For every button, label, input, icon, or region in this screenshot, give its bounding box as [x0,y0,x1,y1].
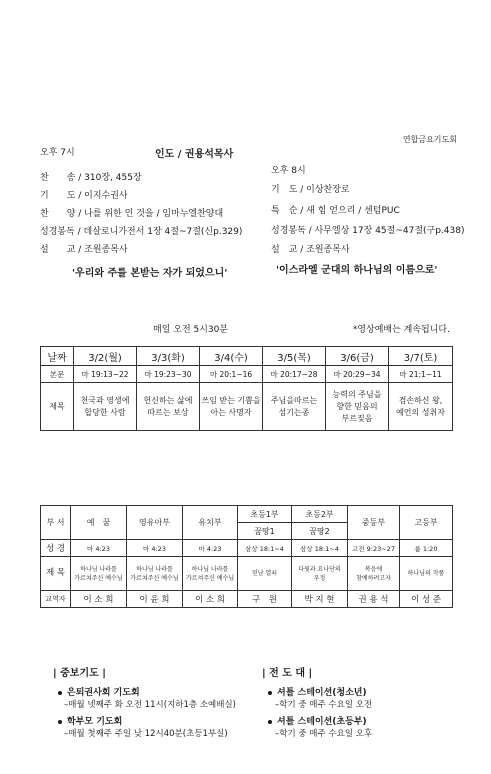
dept-scripture: 룸 1:20 [400,540,453,557]
dept-name: 예 꿈 [71,506,127,540]
dept-title: 하나님 나라를 가르쳐주신 예수님 [127,557,183,591]
prayer-item-title: 은퇴권사회 기도회 [58,685,140,698]
day-date: 3/2(월) [74,347,137,366]
label-title: 제 목 [41,557,71,591]
dept-name: 영유아부 [127,506,183,540]
label-dept: 부 서 [41,506,71,540]
sunday-evening-time: 오후 7시 [40,148,75,158]
label-date: 날짜 [41,347,74,366]
dept-preacher: 구 원 [238,591,292,608]
dept-title: 하나님의 작품 [400,557,453,591]
dept-name: 유치부 [183,506,238,540]
day-text: 마 20:1~16 [200,366,263,383]
friday-special: 특 순 / 새 힘 얻으리 / 센텀PUC [271,206,400,216]
dept-name: 꿈땅1 [238,523,292,540]
dept-title: 하나님 나라를 가르쳐주신 예수님 [71,557,127,591]
dept-scripture: 마 4:23 [71,540,127,557]
dept-title: 믿남 열쇠 [238,557,292,591]
evangelism-item-title: 셔틀 스테이션(초등부) [268,714,367,727]
day-text: 마 21:1~11 [389,366,453,383]
prayer-item-title: 학부모 기도회 [58,714,122,727]
daily-service-note: *영상예배는 계속됩니다. [352,325,450,335]
department-schedule-table [40,505,453,608]
prayer-item-desc: –매월 넷째주 화 오전 11시(지하1층 소예배실) [64,700,236,710]
day-date: 3/3(화) [137,347,200,366]
dept-preacher: 이 소 희 [183,591,238,608]
sunday-evening-leader: 인도 / 권용석목사 [155,149,234,160]
friday-sermon: 설 교 / 조원종목사 [271,245,350,255]
day-title: 천국과 영생에 합당한 사람 [74,383,137,431]
evangelism-item-title: 셔틀 스테이션(청소년) [268,685,367,698]
day-title: 헌신하는 삶에 따르는 보상 [137,383,200,431]
day-title: 주님을따르는 섬기는종 [263,383,326,431]
sunday-prayer: 기 도 / 이지수권사 [40,191,128,201]
day-title: 능력의 주님을 향한 믿음의 부르짖음 [326,383,389,431]
dept-name: 중등부 [348,506,400,540]
day-date: 3/6(금) [326,347,389,366]
dept-title: 하나님 나라를 가르쳐주신 예수님 [183,557,238,591]
sunday-sermon: 설 교 / 조원종목사 [40,245,128,255]
dept-scripture: 삼상 18:1~4 [292,540,348,557]
label-preacher: 교역자 [41,591,71,608]
dept-title: 복음에 참예하려고자 [348,557,400,591]
evangelism-item-desc: –학기 중 매주 수요일 오전 [275,700,373,710]
prayer-item-desc: –매월 첫째주 주일 낮 12시40분(초등1부실) [64,729,228,739]
day-date: 3/7(토) [389,347,453,366]
day-text: 마 20:17~28 [263,366,326,383]
friday-service-title: 연합금요기도회 [402,135,457,144]
dept-title: 다윗과 요나단의 우정 [292,557,348,591]
friday-leader: 기 도 / 이상찬장로 [271,185,350,195]
sunday-anthem: 찬 양 / 나를 위한 인 것을 / 임마누엘찬양대 [40,209,224,219]
daily-schedule-table [40,346,453,431]
dept-scripture: 고전 9:23~27 [348,540,400,557]
label-title: 제목 [41,383,74,431]
dept-preacher: 권 용 석 [348,591,400,608]
sunday-scripture: 성경봉독 / 데살로니가전서 1장 4절~7절(신p.329) [40,227,243,237]
dept-scripture: 마 4:23 [183,540,238,557]
dept-scripture: 마 4:23 [127,540,183,557]
bullet-icon [268,691,272,695]
day-title: 쓰임 받는 기쁨을 아는 사명자 [200,383,263,431]
friday-time: 오후 8시 [271,166,306,176]
day-title: 겸손하신 왕, 예언의 성취자 [389,383,453,431]
dept-group: 초등2부 [292,506,348,523]
day-date: 3/4(수) [200,347,263,366]
dept-preacher: 박 지 현 [292,591,348,608]
day-date: 3/5(목) [263,347,326,366]
evangelism-section-heading: | 전 도 대 | [262,668,313,679]
bullet-icon [268,720,272,724]
dept-preacher: 이 윤 희 [127,591,183,608]
day-text: 마 20:29~34 [326,366,389,383]
dept-name: 꿈땅2 [292,523,348,540]
daily-service-time: 매일 오전 5시30분 [153,325,229,335]
dept-name: 고등부 [400,506,453,540]
sunday-hymn: 찬 송 / 310장, 455장 [40,173,142,183]
evangelism-item-desc: –학기 중 매주 수요일 오후 [275,729,373,739]
dept-preacher: 이 소 희 [71,591,127,608]
sunday-sermon-theme: '우리와 주를 본받는 자가 되었으니' [72,268,228,279]
label-scripture: 성 경 [41,540,71,557]
day-text: 마 19:23~30 [137,366,200,383]
prayer-section-heading: | 중보기도 | [53,668,106,679]
friday-scripture: 성경봉독 / 사무엘상 17장 45절~47절(구p.438) [271,226,465,236]
bullet-icon [58,720,62,724]
day-text: 마 19:13~22 [74,366,137,383]
dept-preacher: 이 성 준 [400,591,453,608]
bullet-icon [58,691,62,695]
dept-group: 초등1부 [238,506,292,523]
friday-sermon-theme: '이스라엘 군대의 하나님의 이름으로' [276,265,438,276]
label-text: 본문 [41,366,74,383]
dept-scripture: 삼상 18:1~4 [238,540,292,557]
